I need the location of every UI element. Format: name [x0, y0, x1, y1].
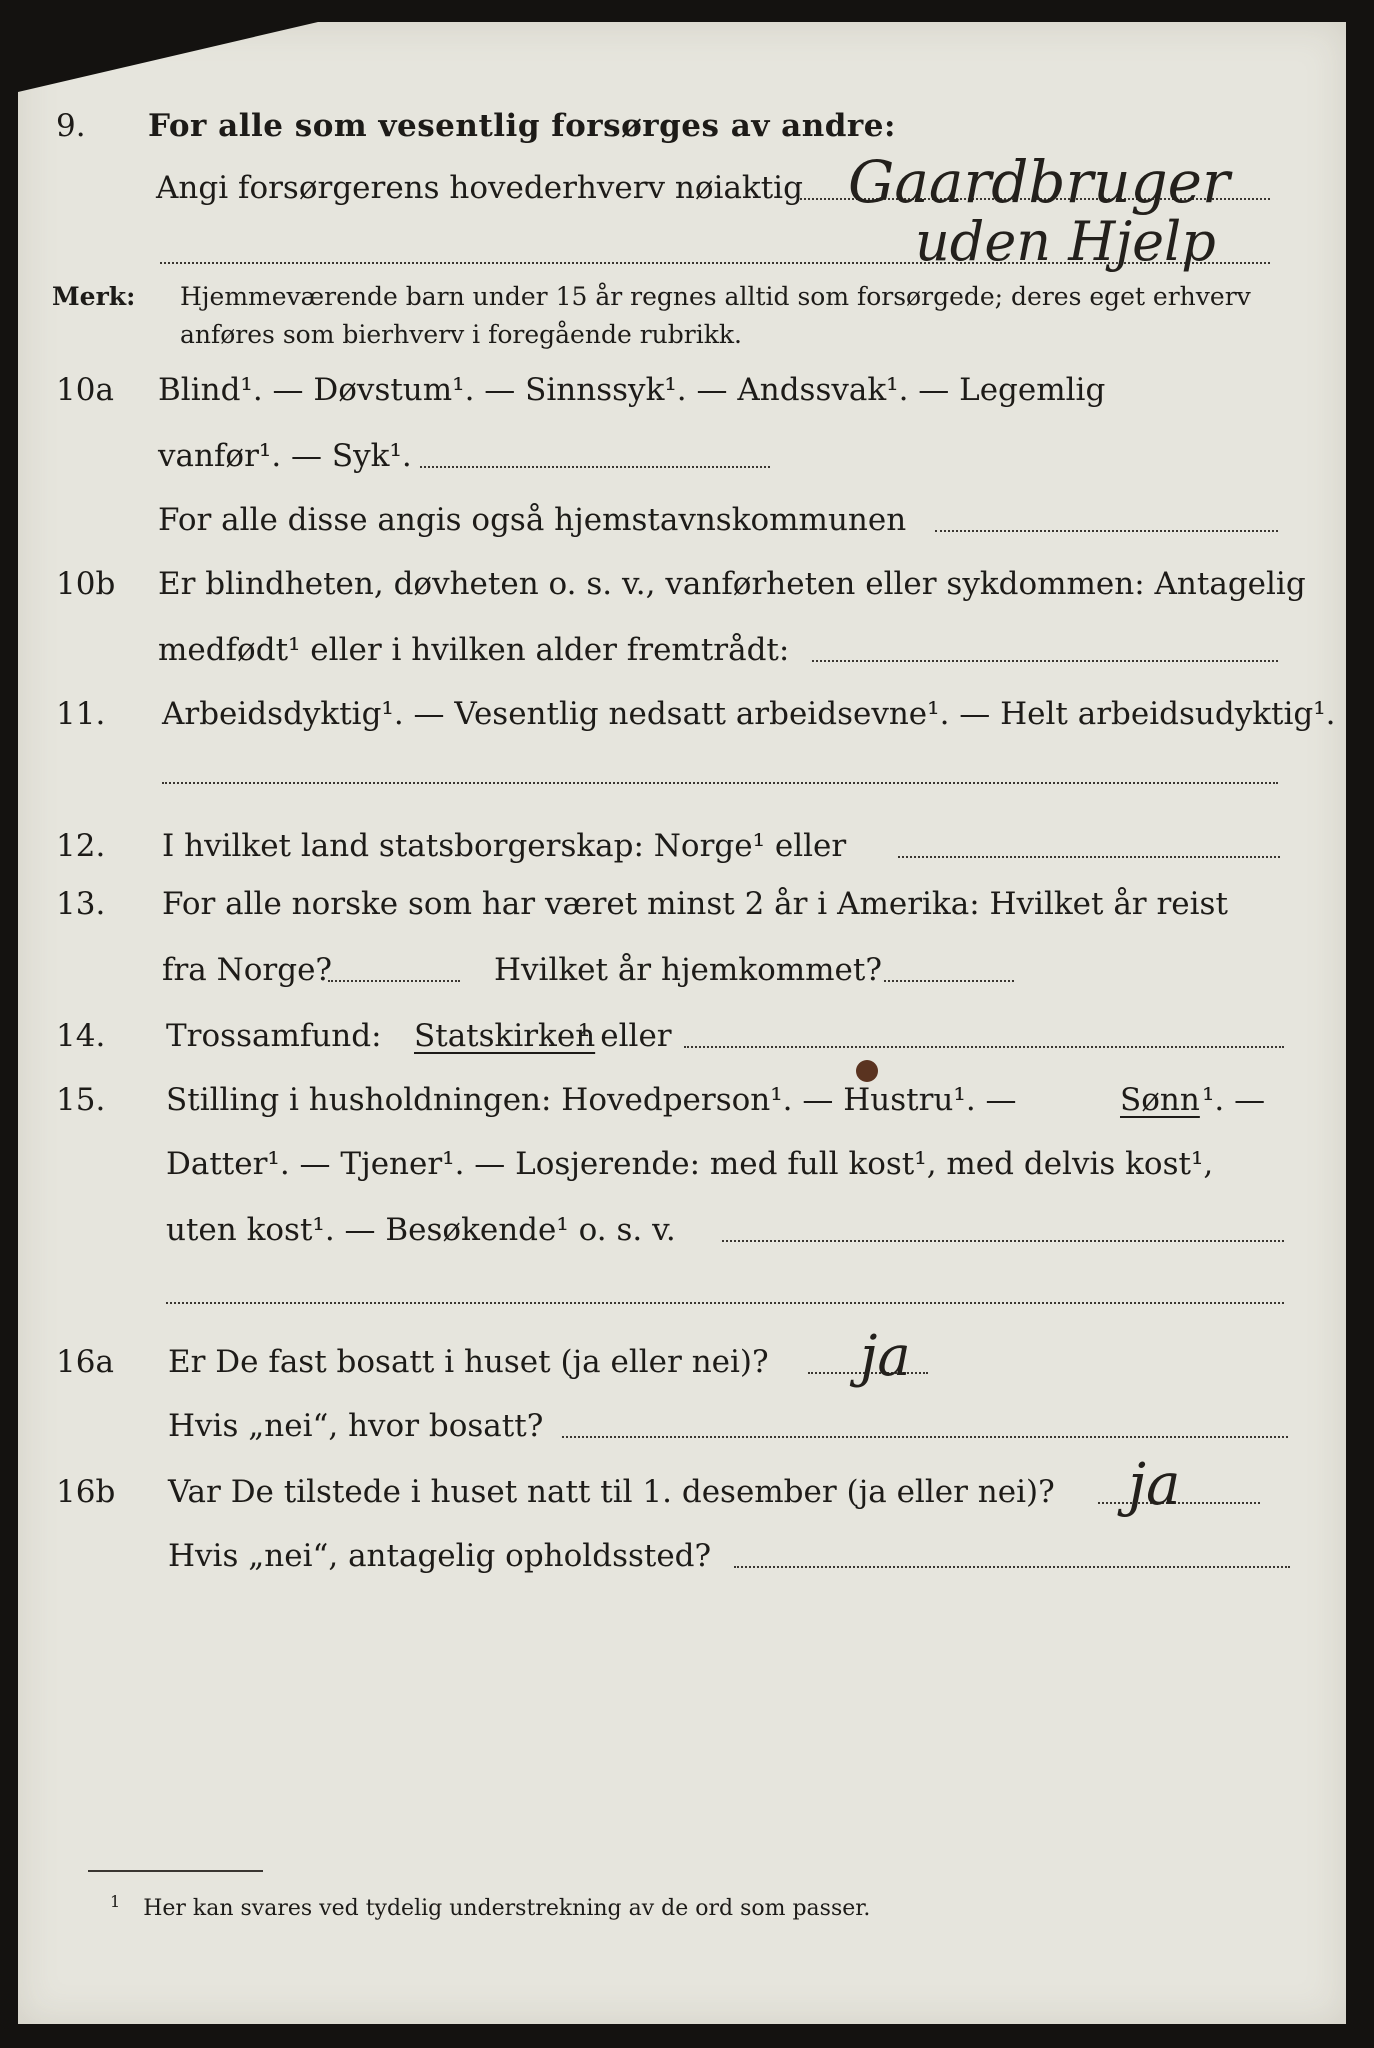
merk-label: Merk:: [52, 282, 136, 311]
q16b-number: 16b: [56, 1474, 116, 1510]
q10b-text-1: Er blindheten, døvheten o. s. v., vanførheten eller sykdommen: Antagelig: [158, 566, 1306, 602]
q9-number: 9.: [56, 108, 86, 144]
q16a-text-2: Hvis „nei“, hvor bosatt?: [168, 1408, 544, 1444]
q13-line2: [0, 952, 1328, 1002]
q15-number: 15.: [56, 1082, 106, 1118]
footnote: [110, 1892, 870, 1921]
q13-number: 13.: [56, 886, 106, 922]
q11-number: 11.: [56, 696, 106, 732]
q15-underlined-answer: Sønn: [1120, 1082, 1200, 1118]
q9-handwritten-answer-2: uden Hjelp: [915, 210, 1216, 273]
q10a-text-3: For alle disse angis også hjemstavnskommunen: [158, 502, 907, 538]
q9-handwritten-answer-1: Gaardbruger: [848, 148, 1230, 216]
q14-number: 14.: [56, 1018, 106, 1054]
q10a-text-1: Blind¹. — Døvstum¹. — Sinnssyk¹. — Andssvak¹. — Legemlig: [158, 372, 1106, 408]
q10a-number: 10a: [56, 372, 114, 408]
footnote-separator: [88, 1870, 263, 1872]
ink-blot: [856, 1060, 878, 1082]
q15-line1: [0, 1082, 1328, 1132]
q10a-answer-rule-1: [420, 466, 770, 468]
q11-answer-rule: [162, 782, 1278, 784]
q12-number: 12.: [56, 828, 106, 864]
q10b-text-2: medfødt¹ eller i hvilken alder fremtrådt:: [158, 632, 790, 668]
q16b-handwritten-answer: ja: [1128, 1450, 1181, 1518]
q16a-line1: [0, 1344, 1328, 1394]
q10b-line1: [0, 566, 1328, 616]
q16a-bosatt-rule: [562, 1436, 1288, 1438]
q12-line1: [0, 828, 1328, 878]
q12-text: I hvilket land statsborgerskap: Norge¹ eller: [162, 828, 847, 864]
q13-reist-rule: [328, 980, 460, 982]
q14-line1: [0, 1018, 1328, 1068]
q9-heading: For alle som vesentlig forsørges av andre:: [148, 108, 896, 144]
q10a-answer-rule-2: [935, 530, 1278, 532]
q15-text-3: uten kost¹. — Besøkende¹ o. s. v.: [166, 1212, 676, 1248]
q16a-number: 16a: [56, 1344, 114, 1380]
q15-text-1b: ¹. —: [1202, 1082, 1266, 1118]
q16b-text-1: Var De tilstede i huset natt til 1. desember (ja eller nei)?: [168, 1474, 1055, 1510]
merk-text-1: Hjemmeværende barn under 15 år regnes alltid som forsørgede; deres eget erhverv: [180, 282, 1251, 311]
q10a-line3: [0, 502, 1328, 552]
q10b-answer-rule: [812, 660, 1278, 662]
q15-text-2: Datter¹. — Tjener¹. — Losjerende: med full kost¹, med delvis kost¹,: [166, 1146, 1214, 1182]
q9-prompt: Angi forsørgerens hovederhverv nøiaktig: [156, 170, 803, 206]
q11-text: Arbeidsdyktig¹. — Vesentlig nedsatt arbeidsevne¹. — Helt arbeidsudyktig¹.: [162, 696, 1336, 732]
q10b-number: 10b: [56, 566, 116, 602]
q15-answer-rule-1: [722, 1240, 1284, 1242]
q14-answer-rule: [684, 1046, 1284, 1048]
q13-text-2b: Hvilket år hjemkommet?: [494, 952, 882, 988]
q15-text-1a: Stilling i husholdningen: Hovedperson¹. — Hustru¹. —: [166, 1082, 1017, 1118]
q13-text-1: For alle norske som har været minst 2 år i Amerika: Hvilket år reist: [162, 886, 1228, 922]
q10b-line2: [0, 632, 1328, 682]
q16b-line2: [0, 1538, 1328, 1588]
q16a-handwritten-answer: ja: [860, 1324, 911, 1389]
q16a-text-1: Er De fast bosatt i huset (ja eller nei)?: [168, 1344, 769, 1380]
q13-hjem-rule: [884, 980, 1014, 982]
q10a-line1: [0, 372, 1328, 422]
q16b-text-2: Hvis „nei“, antagelig opholdssted?: [168, 1538, 712, 1574]
q12-answer-rule: [898, 856, 1280, 858]
q15-answer-rule-2: [166, 1302, 1284, 1304]
q11-line1: [0, 696, 1336, 746]
footnote-mark: 1: [110, 1892, 121, 1911]
q15-line2: [0, 1146, 1328, 1196]
q14-underlined-answer: Statskirken: [414, 1018, 596, 1054]
q14-rest: ¹ eller: [578, 1018, 672, 1054]
q10a-text-2: vanfør¹. — Syk¹.: [158, 438, 412, 474]
q10a-line2: [0, 438, 1328, 488]
q14-label: Trossamfund:: [166, 1018, 382, 1054]
merk-text-2: anføres som bierhverv i foregående rubrikk.: [180, 320, 742, 349]
q16b-opholdssted-rule: [734, 1566, 1290, 1568]
q15-line3: [0, 1212, 1328, 1262]
torn-corner: [18, 22, 318, 92]
q13-line1: [0, 886, 1328, 936]
q13-text-2a: fra Norge?: [162, 952, 333, 988]
footnote-text: Her kan svares ved tydelig understrekning av de ord som passer.: [143, 1896, 871, 1922]
